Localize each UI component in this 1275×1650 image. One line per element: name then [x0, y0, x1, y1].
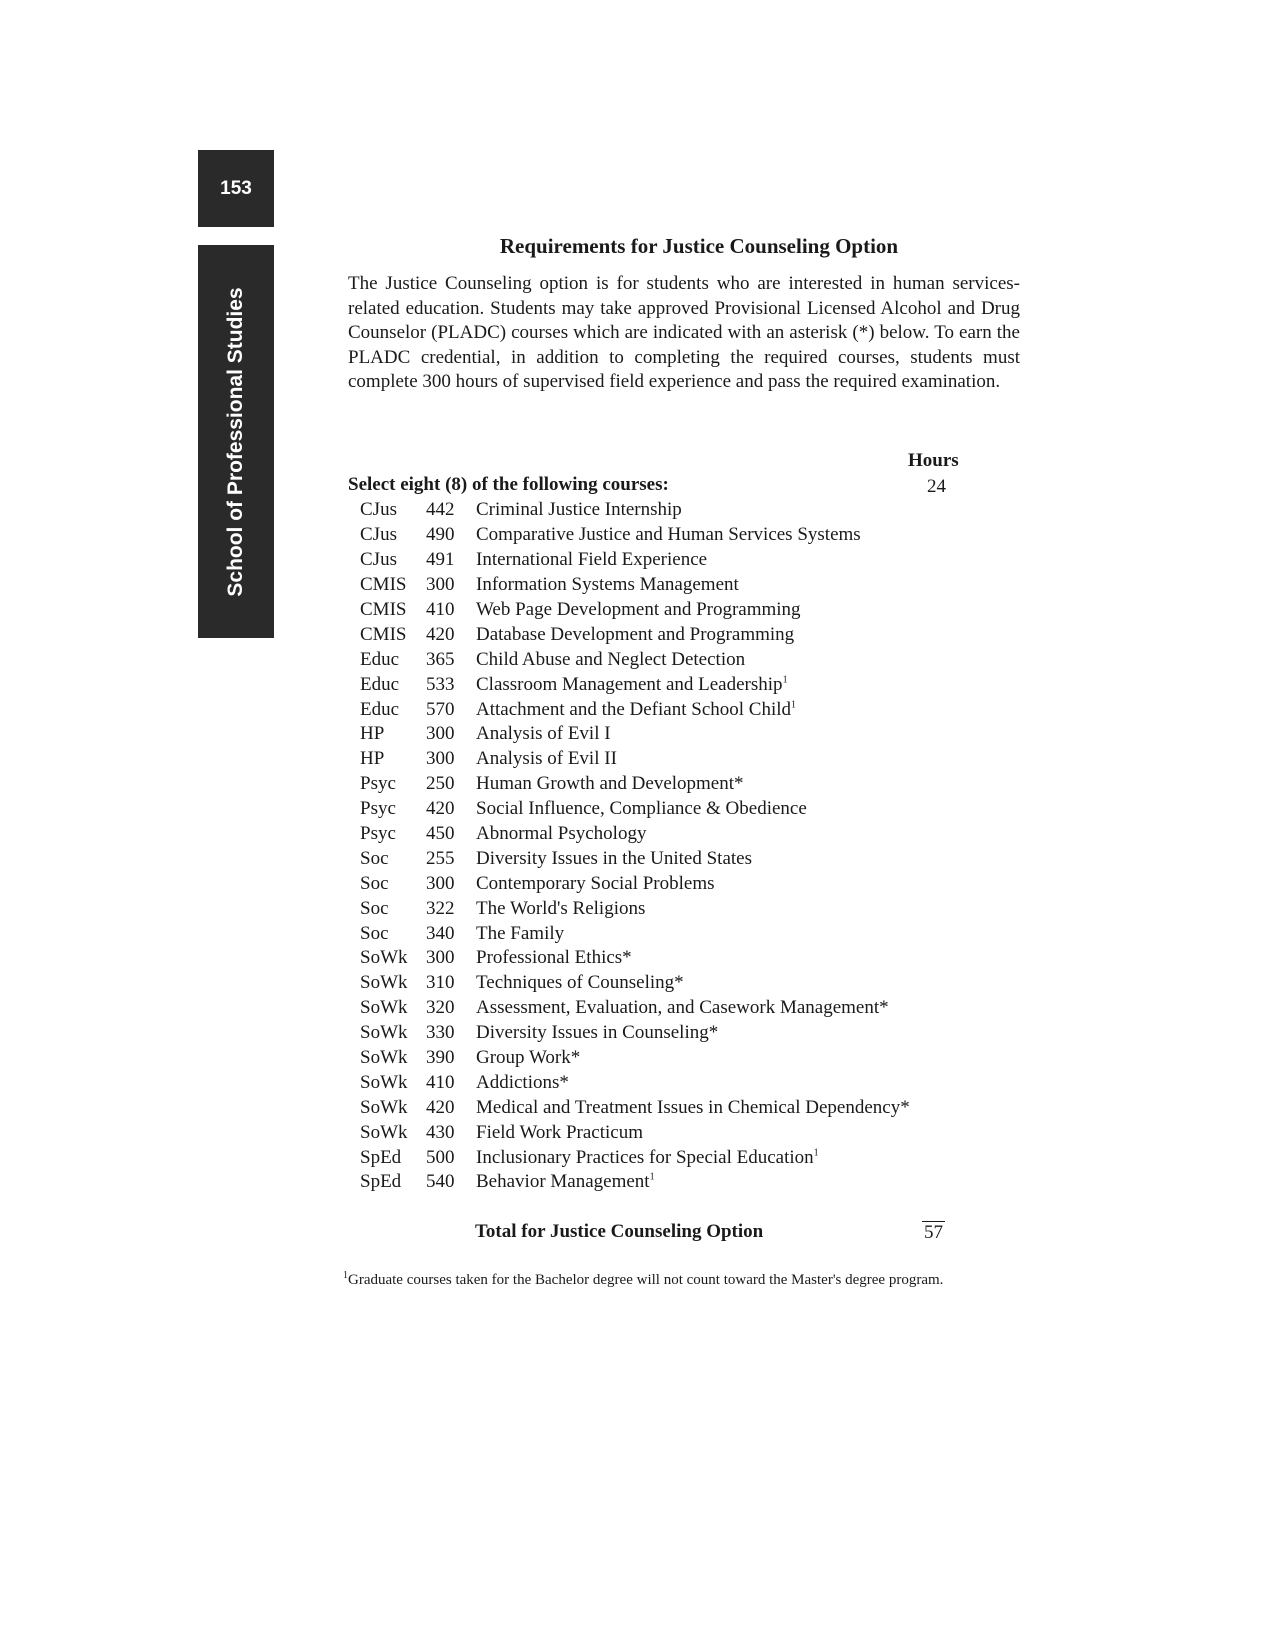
course-title: Social Influence, Compliance & Obedience [476, 798, 807, 820]
course-title: The Family [476, 922, 565, 944]
course-row [358, 1095, 978, 1120]
course-number: 491 [426, 549, 455, 571]
course-title-cell [476, 1047, 978, 1069]
course-title-cell [476, 972, 978, 994]
course-footnote-marker: 1 [791, 699, 797, 711]
course-title: Techniques of Counseling* [476, 972, 684, 994]
course-row [358, 1120, 978, 1145]
course-dept: SoWk [360, 1096, 408, 1118]
course-title-cell [476, 773, 978, 795]
course-title-cell [476, 524, 978, 546]
course-title: Group Work* [476, 1047, 581, 1069]
course-title: Contemporary Social Problems [476, 872, 715, 894]
course-number: 322 [426, 897, 455, 919]
course-row [358, 871, 978, 896]
course-dept: Psyc [360, 798, 396, 820]
course-row [358, 573, 978, 598]
course-row [358, 647, 978, 672]
course-number: 300 [426, 723, 455, 745]
course-number: 490 [426, 524, 455, 546]
course-row [358, 498, 978, 523]
course-dept: SoWk [360, 1071, 408, 1093]
course-row [358, 971, 978, 996]
course-number: 420 [426, 798, 455, 820]
course-dept: Educ [360, 648, 400, 670]
select-instruction: Select eight (8) of the following courses: [348, 474, 669, 495]
course-dept: CJus [360, 524, 397, 546]
course-footnote-marker: 1 [813, 1147, 819, 1159]
course-title: Addictions* [476, 1071, 569, 1093]
course-dept: SoWk [360, 1022, 408, 1044]
course-row [358, 772, 978, 797]
course-footnote-marker: 1 [782, 674, 788, 686]
course-dept: SoWk [360, 997, 408, 1019]
course-row [358, 797, 978, 822]
course-number: 340 [426, 922, 455, 944]
total-row [475, 1218, 945, 1246]
course-title-cell [476, 873, 978, 895]
course-row [358, 747, 978, 772]
course-dept: SoWk [360, 972, 408, 994]
course-title-cell [476, 1171, 978, 1193]
course-dept: SoWk [360, 1047, 408, 1069]
course-title-cell [476, 649, 978, 671]
course-title: Field Work Practicum [476, 1121, 643, 1143]
course-number: 450 [426, 823, 455, 845]
course-number: 320 [426, 997, 455, 1019]
course-dept: SoWk [360, 947, 408, 969]
course-title: Abnormal Psychology [476, 823, 647, 845]
course-number: 570 [426, 698, 455, 720]
course-title-cell [476, 923, 978, 945]
course-dept: HP [360, 748, 385, 770]
course-row [358, 946, 978, 971]
course-number: 300 [426, 574, 455, 596]
course-title-cell [476, 997, 978, 1019]
course-title-cell [476, 848, 978, 870]
course-title: Comparative Justice and Human Services Systems [476, 524, 861, 546]
course-title-cell [476, 798, 978, 820]
section-title: School of Professional Studies [224, 286, 247, 597]
course-title-cell [476, 599, 978, 621]
course-row [358, 1145, 978, 1170]
course-number: 310 [426, 972, 455, 994]
course-row [358, 523, 978, 548]
course-dept: HP [360, 723, 385, 745]
course-title-cell [476, 1147, 978, 1169]
course-title-cell [476, 1022, 978, 1044]
course-dept: CJus [360, 499, 397, 521]
course-title: Analysis of Evil I [476, 723, 611, 745]
hours-column-label: Hours [908, 450, 959, 471]
course-dept: Psyc [360, 823, 396, 845]
course-number: 300 [426, 947, 455, 969]
course-title: Inclusionary Practices for Special Education [476, 1146, 814, 1168]
course-title-cell [476, 674, 978, 696]
course-row [358, 622, 978, 647]
page-heading: Requirements for Justice Counseling Option [499, 234, 899, 258]
course-row [358, 1046, 978, 1071]
course-dept: Educ [360, 698, 400, 720]
course-title-cell [476, 499, 978, 521]
course-dept: Soc [360, 922, 389, 944]
course-title-cell [476, 624, 978, 646]
course-row [358, 598, 978, 623]
course-number: 540 [426, 1171, 455, 1193]
course-title-cell [476, 699, 978, 721]
course-dept: CMIS [360, 623, 407, 645]
course-title-cell [476, 748, 978, 770]
course-number: 365 [426, 648, 455, 670]
total-hours: 57 [924, 1221, 943, 1243]
course-dept: SoWk [360, 1121, 408, 1143]
course-title: Diversity Issues in Counseling* [476, 1022, 719, 1044]
footnote-text: Graduate courses taken for the Bachelor degree will not count toward the Master's degree program. [348, 1272, 944, 1288]
course-title: Child Abuse and Neglect Detection [476, 648, 746, 670]
course-number: 410 [426, 599, 455, 620]
page-number-tab [198, 150, 274, 227]
course-number: 500 [426, 1146, 455, 1168]
course-number: 430 [426, 1121, 455, 1143]
footnote [343, 1270, 943, 1289]
course-row [358, 1021, 978, 1046]
total-label: Total for Justice Counseling Option [475, 1221, 764, 1242]
course-title: Web Page Development and Programming [476, 599, 801, 620]
course-row [358, 846, 978, 871]
course-number: 420 [426, 1096, 455, 1118]
course-dept: CMIS [360, 574, 407, 596]
section-tab [198, 245, 274, 638]
course-title: Human Growth and Development* [476, 773, 744, 795]
course-dept: Educ [360, 673, 400, 695]
course-number: 390 [426, 1047, 455, 1069]
course-row [358, 697, 978, 722]
course-dept: CJus [360, 549, 397, 571]
course-dept: Soc [360, 897, 389, 919]
course-footnote-marker: 1 [649, 1172, 655, 1184]
course-number: 442 [426, 499, 455, 521]
course-title: Classroom Management and Leadership [476, 673, 783, 695]
course-title: Medical and Treatment Issues in Chemical Dependency* [476, 1096, 910, 1118]
course-title-cell [476, 549, 978, 571]
course-row [358, 1070, 978, 1095]
course-title: Criminal Justice Internship [476, 499, 682, 521]
course-title: The World's Religions [476, 897, 646, 919]
course-dept: SpEd [360, 1171, 402, 1193]
course-dept: Psyc [360, 773, 396, 795]
course-row [358, 1170, 978, 1195]
course-title-cell [476, 723, 978, 745]
course-title: Assessment, Evaluation, and Casework Management* [476, 997, 889, 1019]
course-dept: SpEd [360, 1146, 402, 1168]
course-number: 330 [426, 1022, 455, 1044]
course-title-cell [476, 898, 978, 920]
course-title: Attachment and the Defiant School Child [476, 698, 792, 720]
course-dept: Soc [360, 847, 389, 869]
course-row [358, 822, 978, 847]
course-title: Analysis of Evil II [476, 748, 617, 770]
course-row [358, 672, 978, 697]
course-row [358, 921, 978, 946]
course-title-cell [476, 1097, 978, 1119]
course-number: 250 [426, 773, 455, 795]
course-number: 255 [426, 847, 455, 869]
course-number: 533 [426, 673, 455, 695]
course-title: Professional Ethics* [476, 947, 632, 969]
course-number: 410 [426, 1071, 455, 1093]
intro-paragraph: The Justice Counseling option is for students who are interested in human services-related education. Students may take approved Provisional Licensed Alcohol and Drug Counselor (PLADC) courses which are indicated with an asterisk (*) below. To earn the PLADC credential, in addition to completing the required courses, students must complete 300 hours of supervised field experience and pass the required examination. [348, 273, 1020, 392]
course-title: Behavior Management [476, 1171, 650, 1193]
course-list [358, 498, 978, 1195]
course-dept: Soc [360, 872, 389, 894]
course-title-cell [476, 574, 978, 596]
course-title: Database Development and Programming [476, 623, 795, 645]
course-title: Diversity Issues in the United States [476, 847, 752, 869]
select-hours-value: 24 [927, 476, 946, 497]
course-dept: CMIS [360, 599, 407, 620]
course-number: 300 [426, 748, 455, 770]
course-row [358, 896, 978, 921]
course-title-cell [476, 1072, 978, 1094]
course-title-cell [476, 1122, 978, 1144]
course-title: International Field Experience [476, 549, 708, 571]
course-row [358, 996, 978, 1021]
course-title-cell [476, 947, 978, 969]
course-title: Information Systems Management [476, 574, 739, 596]
course-number: 300 [426, 872, 455, 894]
course-row [358, 722, 978, 747]
footnote-marker: 1 [343, 1270, 348, 1281]
page-number: 153 [220, 177, 252, 199]
course-number: 420 [426, 623, 455, 645]
course-title-cell [476, 823, 978, 845]
course-row [358, 548, 978, 573]
